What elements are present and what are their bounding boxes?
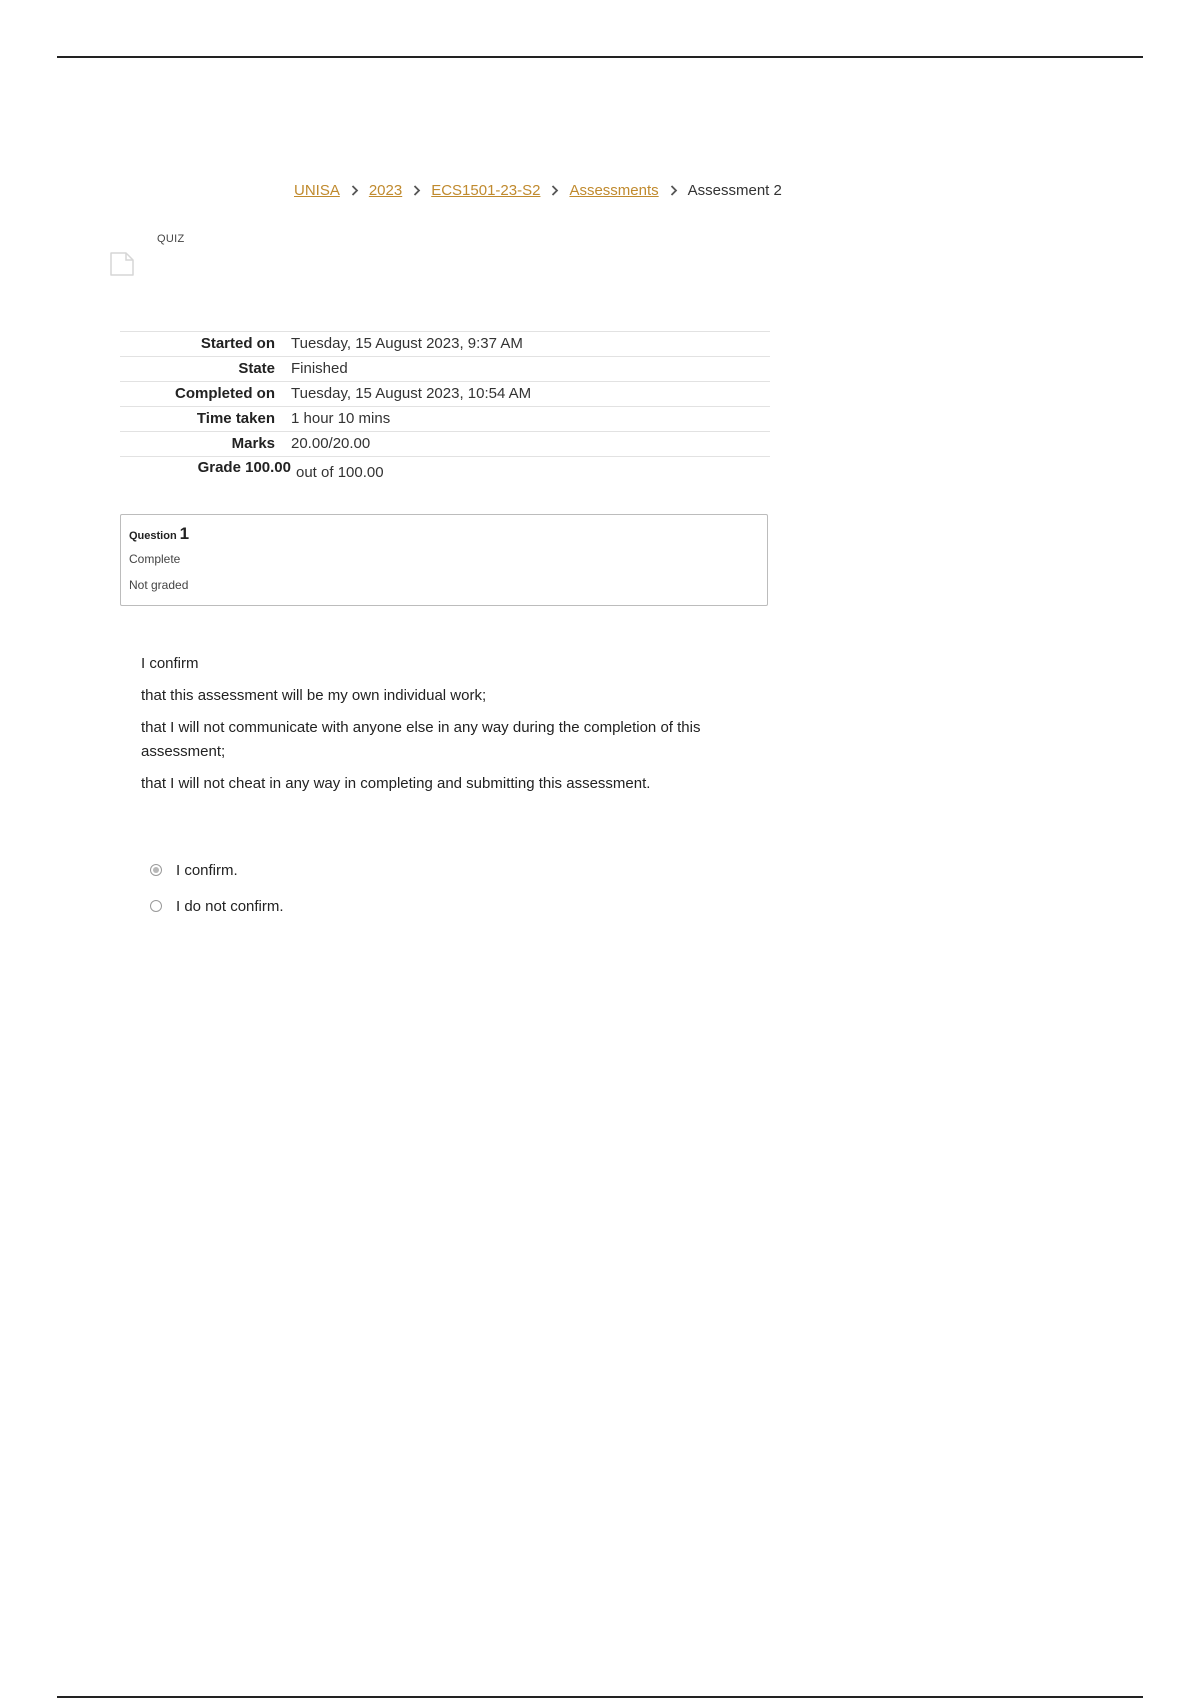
started-on-label: Started on <box>200 335 275 352</box>
grade-value: 100.00 <box>245 459 291 476</box>
grade-out-of: out of 100.00 <box>296 464 384 481</box>
radio-unselected-icon[interactable] <box>150 900 162 912</box>
completed-on-value: Tuesday, 15 August 2023, 10:54 AM <box>291 385 532 402</box>
activity-type-label: QUIZ <box>157 233 185 245</box>
chevron-right-icon <box>670 185 678 196</box>
question-text-line: that I will not communicate with anyone else in any way during the completion of this assessment; <box>141 719 701 760</box>
chevron-right-icon <box>551 185 559 196</box>
answer-label: I do not confirm. <box>176 897 284 915</box>
summary-row-started <box>120 332 770 357</box>
breadcrumb-link-assessments[interactable]: Assessments <box>569 182 659 199</box>
question-number: 1 <box>179 524 190 543</box>
grade-out-of-cell <box>291 457 770 482</box>
quiz-page-icon <box>108 250 136 283</box>
breadcrumb-current: Assessment 2 <box>687 182 782 199</box>
answer-options <box>150 858 284 930</box>
attempt-summary-table <box>120 331 770 481</box>
breadcrumb-link-year[interactable]: 2023 <box>368 182 403 199</box>
grade-cell <box>120 457 291 482</box>
summary-row-time-taken <box>120 407 770 432</box>
question-text-line: that I will not cheat in any way in completing and submitting this assessment. <box>141 775 651 792</box>
answer-label: I confirm. <box>176 861 238 879</box>
state-value: Finished <box>291 360 348 377</box>
page-bottom-rule <box>57 1696 1143 1698</box>
breadcrumb-link-unisa[interactable]: UNISA <box>294 182 340 199</box>
time-taken-value: 1 hour 10 mins <box>291 410 391 427</box>
summary-row-completed <box>120 382 770 407</box>
marks-value: 20.00/20.00 <box>291 435 371 452</box>
breadcrumb <box>294 182 782 199</box>
marks-label: Marks <box>231 435 275 452</box>
answer-option-not-confirm[interactable] <box>150 894 284 918</box>
question-info-box <box>120 514 768 606</box>
chevron-right-icon <box>413 185 421 196</box>
breadcrumb-link-course[interactable]: ECS1501-23-S2 <box>431 182 541 199</box>
chevron-right-icon <box>351 185 359 196</box>
question-text-line: that this assessment will be my own individual work; <box>141 687 487 704</box>
question-text-line: I confirm <box>141 655 199 672</box>
grade-label: Grade <box>197 459 241 476</box>
summary-row-state <box>120 357 770 382</box>
started-on-value: Tuesday, 15 August 2023, 9:37 AM <box>291 335 523 352</box>
question-label: Question <box>129 530 177 542</box>
question-state: Complete <box>129 552 181 566</box>
question-grade: Not graded <box>129 578 189 592</box>
state-label: State <box>238 360 275 377</box>
page-top-rule <box>57 56 1143 58</box>
time-taken-label: Time taken <box>196 410 275 427</box>
completed-on-label: Completed on <box>175 385 275 402</box>
answer-option-confirm[interactable] <box>150 858 284 882</box>
summary-row-marks <box>120 432 770 457</box>
radio-selected-icon[interactable] <box>150 864 162 876</box>
summary-row-grade <box>120 457 770 482</box>
question-heading <box>129 524 759 544</box>
question-text <box>141 652 741 804</box>
